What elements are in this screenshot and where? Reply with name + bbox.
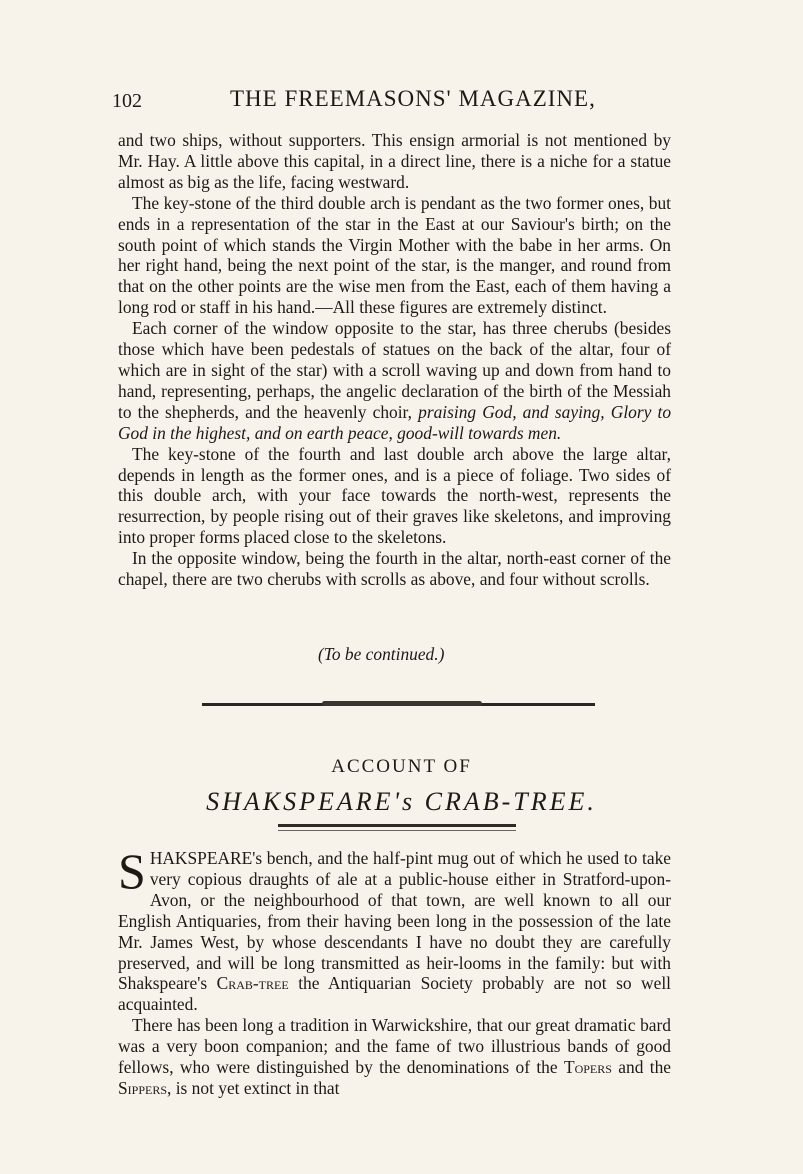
continued-article-text [118,130,671,590]
paragraph-text: Each corner of the window opposite to the star, has three cherubs (besides those which have been pedestals of statues on the back of the altar, four of which are in sight of the star) with a scroll waving up and down from hand to hand, representing, perhaps, the angelic declaration of the birth of the Messiah to the shepherds, and the heavenly choir, [118,318,671,422]
paragraph-text: and the [611,1057,671,1078]
paragraph: In the opposite window, being the fourth in the altar, north-east corner of the chapel, there are two cherubs with scrolls as above, and four without scrolls. [118,548,671,590]
running-head [112,86,672,116]
small-caps-term: Topers [563,1057,612,1078]
paragraph: and two ships, without supporters. This ensign armorial is not mentioned by Mr. Hay. A little above this capital, in a direct line, there is a niche for a statue almost as big as the life, facing westward. [118,130,671,192]
page-number: 102 [112,90,142,112]
title-rule [278,824,516,827]
paragraph: The key-stone of the third double arch is pendant as the two former ones, but ends in a representation of the star in the East at our Saviour's birth; on the south point of which stands the Virgin Mother with the babe in her arms. On her right hand, being the next point of the star, is the manger, and round from that on the other points are the wise men from the East, each of them having a long rod or staff in his hand.—All these figures are extremely distinct. [118,192,671,318]
paragraph-text: HAKSPEARE's bench, and the half-pint mug out of which he used to take very copious draughts of ale at a public-house either in Stratford-upon-Avon, or the neighbourhood of that town, are well known to all our English Antiquaries, from their having been long in the possession of the late Mr. James West, by whose descendants I have no doubt they are carefully preserved, and will be long transmitted as heir-looms in the family: but with Shakspeare's [118,848,671,994]
paragraph-text: There has been long a tradition in Warwickshire, that our great dramatic bard was a very boon companion; and the fame of two illustrious bands of good fellows, who were distinguished by the denominations of the [118,1015,671,1078]
section-divider [202,703,595,706]
small-caps-term: Sippers [118,1077,168,1098]
paragraph [118,1015,671,1099]
magazine-title: THE FREEMASONS' MAGAZINE, [230,86,596,111]
paragraph [118,318,671,443]
paragraph-text: , is not yet extinct in that [167,1077,340,1098]
italic-quote: praising God, and saying, Glory to God in the highest, and on earth peace, good-will towards men. [118,401,672,443]
small-caps-term: Crab-tree [216,973,289,994]
article-title: SHAKSPEARE's CRAB-TREE. [206,787,597,816]
paragraph [118,843,671,1015]
article-pre-title: ACCOUNT OF [331,756,472,777]
paragraph: The key-stone of the fourth and last double arch above the large altar, depends in length as the former ones, and is a piece of foliage. Two sides of this double arch, with your face towards the north-west, represents the resurrection, by people rising out of their graves like skeletons, and improving into proper forms placed close to the skeletons. [118,443,671,548]
paragraph-text: the Antiquarian Society probably are not so well acquainted. [118,973,671,1015]
drop-cap: S [118,843,146,899]
article-body [118,843,671,1099]
to-be-continued: (To be continued.) [318,644,445,664]
